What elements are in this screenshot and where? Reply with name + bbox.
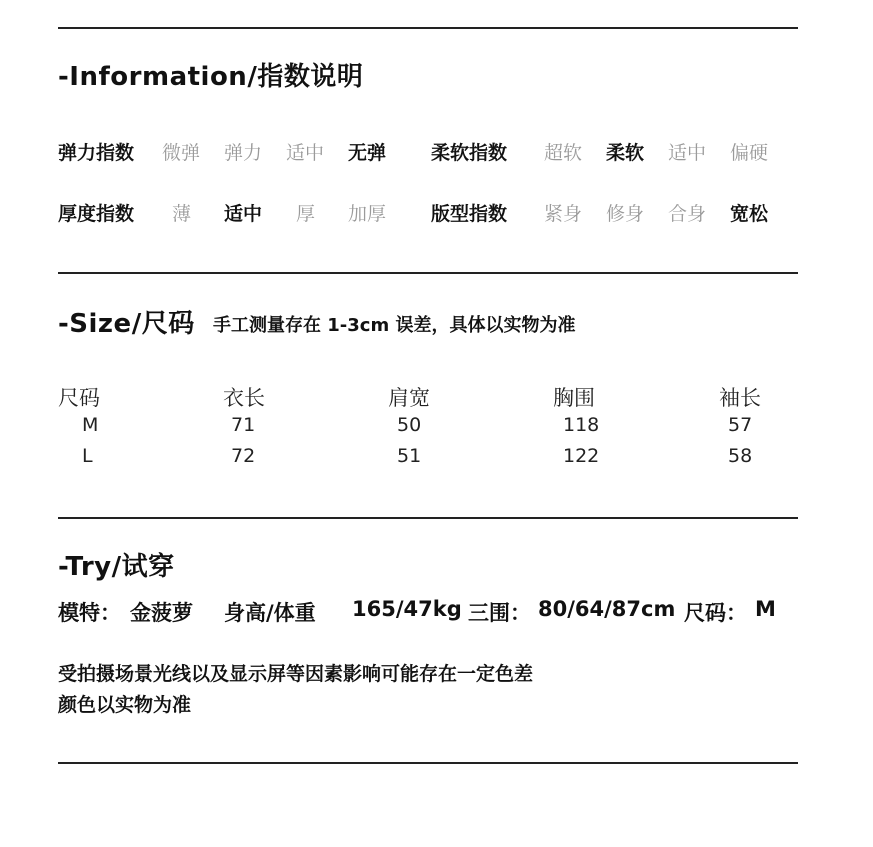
thickness-option-2: 适中 (224, 203, 263, 225)
softness-option-1: 超软 (544, 142, 583, 164)
model-name: 金菠萝 (130, 601, 193, 625)
table-cell: 122 (563, 445, 600, 467)
size-header-size: 尺码 (58, 386, 100, 410)
divider-size-try (58, 517, 798, 519)
size-value: M (755, 597, 776, 621)
table-cell: 58 (728, 445, 753, 467)
softness-index-label: 柔软指数 (431, 142, 508, 164)
divider-info-size (58, 272, 798, 274)
fit-index-label: 版型指数 (431, 203, 508, 225)
thickness-index-label: 厚度指数 (58, 203, 135, 225)
thickness-option-1: 薄 (172, 203, 192, 225)
softness-option-4: 偏硬 (730, 142, 769, 164)
thickness-option-4: 加厚 (348, 203, 387, 225)
size-title: -Size/尺码 (58, 309, 195, 339)
softness-option-3: 适中 (668, 142, 707, 164)
divider-top (58, 27, 798, 29)
color-disclaimer-line-2: 颜色以实物为准 (58, 694, 192, 716)
divider-bottom (58, 762, 798, 764)
fit-option-3: 合身 (668, 203, 707, 225)
elasticity-option-1: 微弹 (162, 142, 201, 164)
size-measure-note: 手工测量存在 1-3cm 误差，具体以实物为准 (213, 315, 576, 336)
elasticity-index-label: 弹力指数 (58, 142, 135, 164)
table-cell: L (82, 445, 93, 467)
measurements-label: 三围： (468, 601, 531, 625)
try-title: -Try/试穿 (58, 552, 175, 582)
info-title: -Information/指数说明 (58, 62, 364, 92)
table-cell: 71 (231, 414, 256, 436)
table-cell: M (82, 414, 99, 436)
table-cell: 51 (397, 445, 422, 467)
size-header-sleeve: 袖长 (719, 386, 761, 410)
measurements-value: 80/64/87cm (538, 597, 676, 621)
size-label: 尺码： (684, 601, 747, 625)
model-label: 模特： (58, 601, 121, 625)
elasticity-option-4: 无弹 (348, 142, 387, 164)
elasticity-option-2: 弹力 (224, 142, 263, 164)
height-weight-label: 身高/体重 (224, 601, 316, 625)
size-header-chest: 胸围 (553, 386, 595, 410)
table-cell: 118 (563, 414, 600, 436)
size-header-length: 衣长 (223, 386, 265, 410)
height-weight-value: 165/47kg (352, 597, 462, 621)
thickness-option-3: 厚 (296, 203, 316, 225)
fit-option-2: 修身 (606, 203, 645, 225)
table-cell: 72 (231, 445, 256, 467)
fit-option-4: 宽松 (730, 203, 769, 225)
size-header-shoulder: 肩宽 (388, 386, 430, 410)
softness-option-2: 柔软 (606, 142, 645, 164)
fit-option-1: 紧身 (544, 203, 583, 225)
table-cell: 57 (728, 414, 753, 436)
table-cell: 50 (397, 414, 422, 436)
elasticity-option-3: 适中 (286, 142, 325, 164)
color-disclaimer-line-1: 受拍摄场景光线以及显示屏等因素影响可能存在一定色差 (58, 663, 534, 685)
